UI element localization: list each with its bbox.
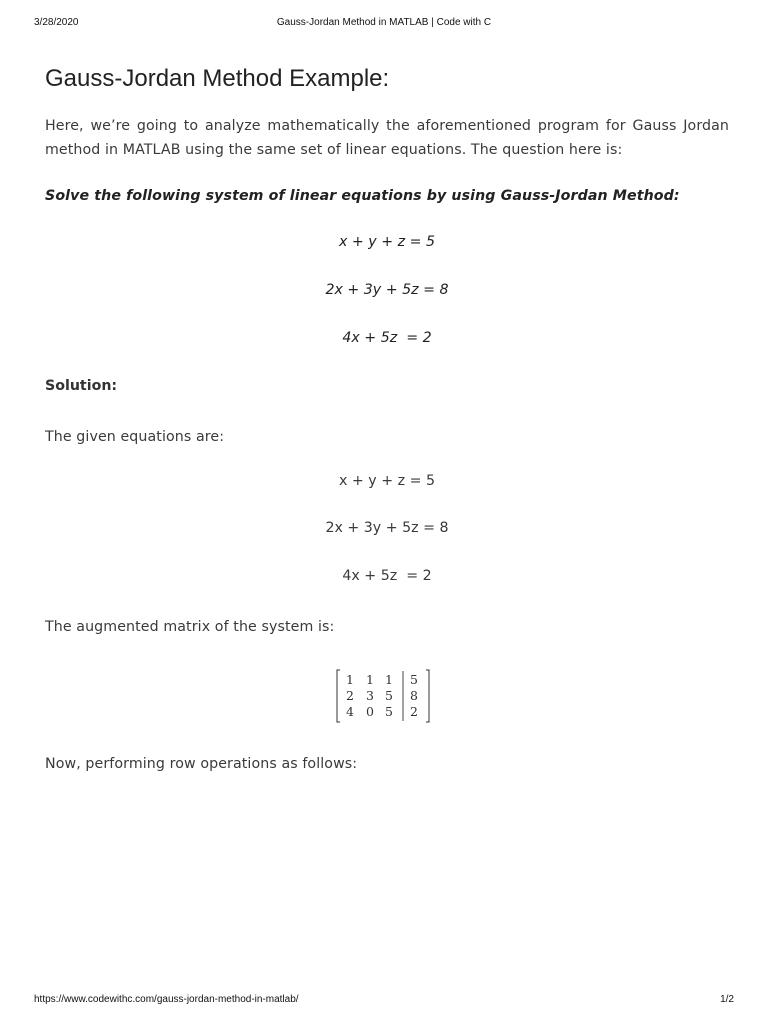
question-text: Solve the following system of linear equations by using Gauss-Jordan Method: [45, 188, 680, 204]
print-url: https://www.codewithc.com/gauss-jordan-method-in-matlab/ [34, 994, 299, 1005]
augmented-matrix-graphic [335, 668, 431, 724]
solution-label: Solution: [45, 378, 118, 394]
matrix-cell-r2-c1: 2 [346, 688, 354, 703]
augmented-matrix [335, 668, 431, 724]
given-equations-text: The given equations are: [45, 429, 225, 445]
matrix-cell-r3-c4: 2 [410, 704, 418, 719]
given-equation-3: 4x + 5z = 2 [342, 568, 432, 584]
given-equation-1: x + y + z = 5 [339, 473, 435, 489]
matrix-cell-r1-c1: 1 [346, 672, 354, 687]
print-page-title: Gauss-Jordan Method in MATLAB | Code with C [276, 17, 492, 28]
matrix-cell-r3-c1: 4 [346, 704, 354, 719]
article-heading: Gauss-Jordan Method Example: [45, 65, 390, 92]
print-date: 3/28/2020 [34, 17, 79, 28]
matrix-cell-r2-c4: 8 [410, 688, 418, 703]
question-equation-1: x + y + z = 5 [339, 234, 435, 250]
matrix-cell-r3-c3: 5 [385, 704, 393, 719]
article-content [45, 62, 729, 772]
matrix-left-bracket [337, 670, 340, 722]
matrix-right-bracket [426, 670, 429, 722]
row-operations-text: Now, performing row operations as follows: [45, 756, 358, 772]
matrix-cell-r2-c2: 3 [366, 688, 374, 703]
given-equation-2: 2x + 3y + 5z = 8 [325, 520, 449, 536]
print-footer [34, 994, 734, 1008]
question-equation-2: 2x + 3y + 5z = 8 [325, 282, 449, 298]
augmented-matrix-text: The augmented matrix of the system is: [45, 619, 335, 635]
matrix-cell-r1-c2: 1 [366, 672, 374, 687]
matrix-cell-r1-c4: 5 [410, 672, 418, 687]
matrix-cell-r3-c2: 0 [366, 704, 374, 719]
matrix-cell-r2-c3: 5 [385, 688, 393, 703]
print-page-number: 1/2 [720, 994, 734, 1005]
intro-paragraph: Here, we’re going to analyze mathematically the aforementioned program for Gauss Jordan method in MATLAB using the same set of linear equations. The question here is: [45, 118, 729, 158]
question-equation-3: 4x + 5z = 2 [342, 330, 432, 346]
matrix-cell-r1-c3: 1 [385, 672, 393, 687]
print-header [34, 17, 734, 31]
